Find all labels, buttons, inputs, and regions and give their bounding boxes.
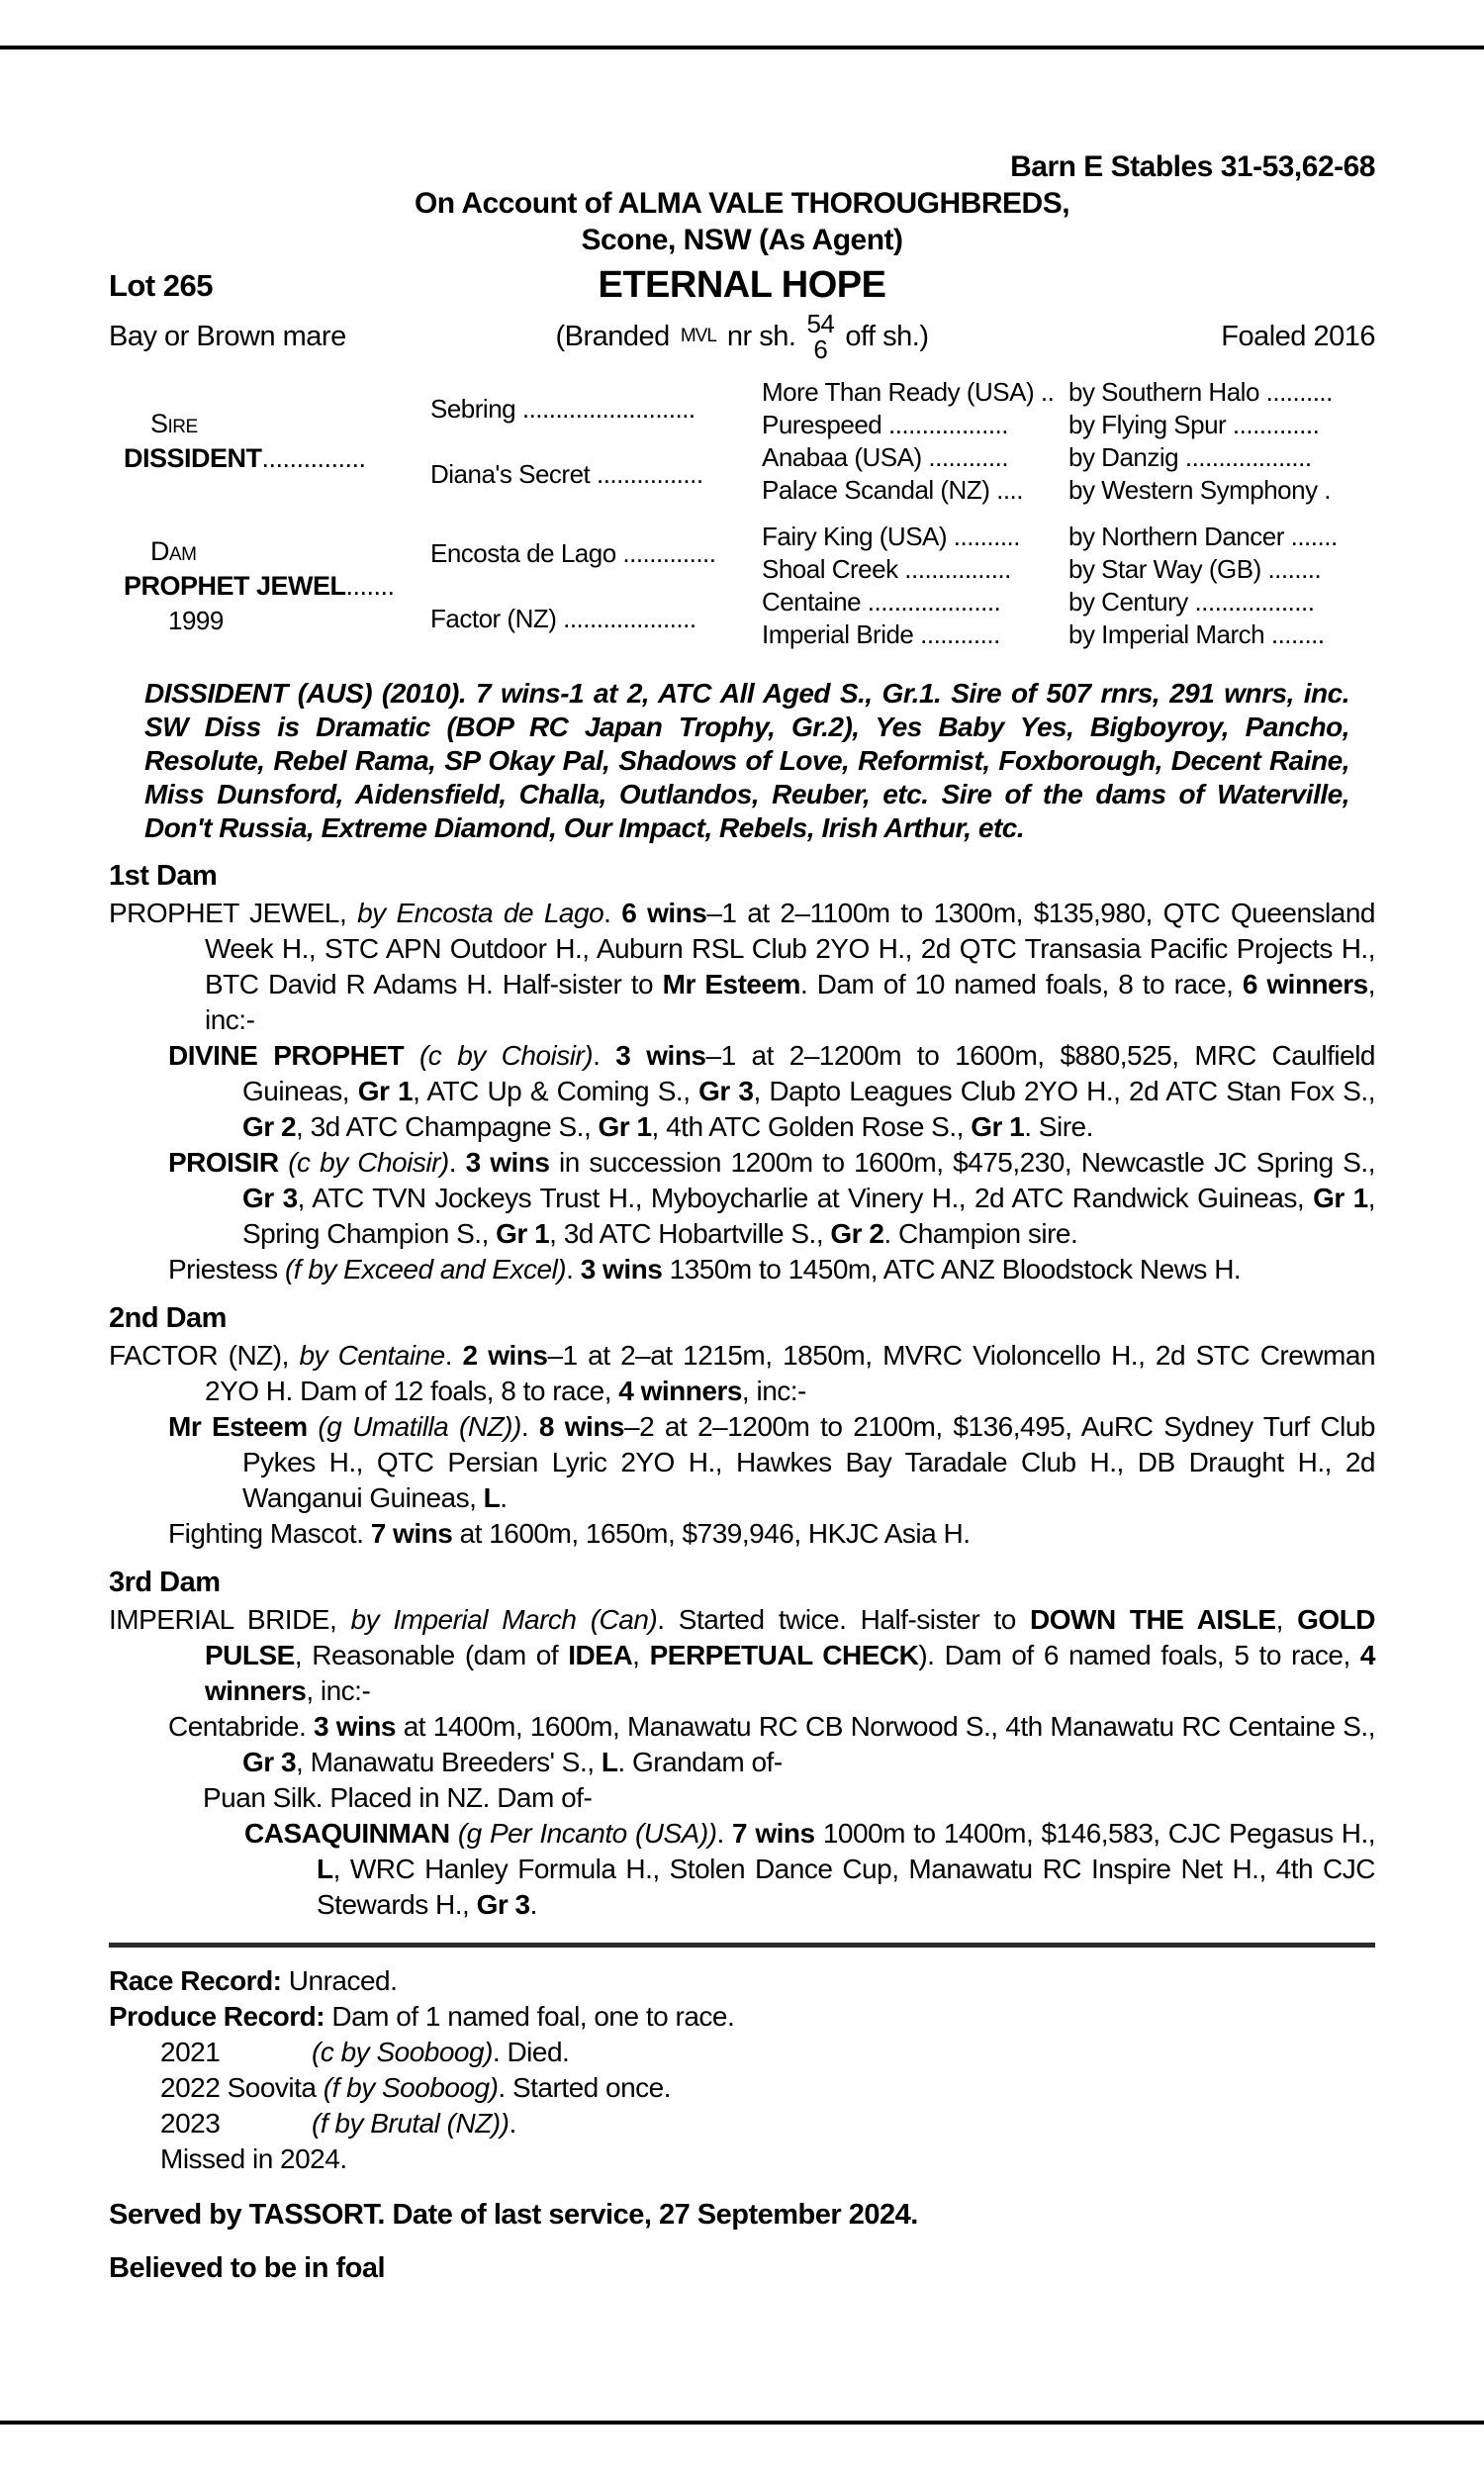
text-segment: (c by Choisir) — [418, 1040, 594, 1071]
dam-name — [109, 569, 395, 604]
gen3-by: by Star Way (GB) ........ — [1068, 554, 1322, 584]
served-by-line: Served by TASSORT. Date of last service, 27 September 2024. — [109, 2199, 918, 2231]
text-segment: 2 wins — [462, 1340, 548, 1371]
sire-name — [109, 441, 366, 476]
text-segment: Gr 2 — [830, 1218, 884, 1249]
text-segment: Gr 1 — [496, 1218, 550, 1249]
text-segment: , Dapto Leagues Club 2YO H., 2d ATC Stan Fox S., — [753, 1076, 1375, 1106]
text-segment: IMPERIAL BRIDE, — [109, 1604, 351, 1635]
text-segment: Gr 1 — [971, 1111, 1025, 1142]
text-segment: , inc:- — [306, 1675, 371, 1706]
produce-entries — [109, 2035, 1375, 2177]
brand-number-bottom: 6 — [813, 334, 828, 364]
vendor-account-line: On Account of ALMA VALE THOROUGHBREDS, — [414, 187, 1070, 220]
colour-sex: Bay or Brown mare — [109, 320, 346, 352]
gen3-by: by Imperial March ........ — [1068, 619, 1325, 649]
foaled-year: Foaled 2016 — [1221, 320, 1375, 352]
gen2-dam-dam: Factor (NZ) .................... — [430, 603, 696, 633]
pedigree-entry — [109, 1252, 1375, 1287]
text-segment: Gr 3 — [476, 1889, 530, 1920]
text-segment: Gr 3 — [242, 1747, 297, 1777]
brand-number-top: 54 — [806, 309, 835, 338]
text-segment: . Died. — [492, 2037, 570, 2067]
text-segment: . — [593, 1040, 616, 1071]
text-segment: (f by Brutal (NZ)) — [312, 2108, 510, 2139]
pedigree-entry — [109, 1709, 1375, 1780]
text-segment: CASAQUINMAN — [244, 1818, 458, 1849]
text-segment: 2023 — [160, 2108, 221, 2139]
text-segment: 3 wins — [615, 1040, 706, 1071]
text-segment: 2022 Soovita — [160, 2072, 324, 2103]
horse-detail-row — [109, 311, 1375, 362]
text-segment: by Imperial March (Can) — [350, 1604, 658, 1635]
text-segment: IDEA — [568, 1640, 633, 1670]
barn-stables-line: Barn E Stables 31-53,62-68 — [1010, 150, 1375, 183]
text-segment: Fighting Mascot. — [168, 1518, 371, 1549]
brand-group — [556, 311, 929, 362]
leader-dots: ............... — [261, 443, 366, 473]
lot-row — [109, 264, 1375, 307]
text-segment: (g Per Incanto (USA)) — [457, 1818, 717, 1849]
text-segment: PROISIR — [168, 1147, 289, 1178]
sire-summary-paragraph: DISSIDENT (AUS) (2010). 7 wins-1 at 2, ATC All Aged S., Gr.1. Sire of 507 rnrs, 291 wnrs, inc. SW Diss is Dramatic (BOP RC Japan Trophy, Gr.2), Yes Baby Yes, Bigboyroy, Pancho, Resolute, Rebel Rama, SP Okay Pal, Shadows of Love, Reformist, Foxborough, Decent Raine, Miss Dunsford, Aidensfield, Challa, Outlandos, Reuber, etc. Sire of the dams of Waterville, Don't Russia, Extreme Diamond, Our Impact, Rebels, Irish Arthur, etc. — [144, 678, 1349, 843]
gen3-name: More Than Ready (USA) .. — [762, 377, 1055, 407]
brand-prefix: (Branded — [555, 320, 670, 352]
gen3-by: by Western Symphony . — [1068, 475, 1332, 505]
leader-dots: ....... — [345, 570, 395, 601]
race-record-line — [109, 1963, 1375, 1999]
sire-block — [109, 376, 430, 507]
pedigree-entry — [109, 1780, 1375, 1816]
text-segment: Gr 1 — [1313, 1183, 1368, 1213]
text-segment: Gr 1 — [357, 1076, 414, 1106]
text-segment: , — [632, 1640, 650, 1670]
text-segment: 3 wins — [580, 1254, 663, 1285]
text-segment: 2021 — [160, 2037, 221, 2067]
text-segment: 6 wins — [621, 898, 707, 928]
brand-mark: MVL — [680, 326, 716, 346]
sire-name-text: DISSIDENT — [124, 443, 262, 473]
text-segment: . Grandam of- — [617, 1747, 783, 1777]
text-segment: . — [500, 1482, 508, 1513]
text-segment: –2 at 2–1200m to 2100m, $136,495, AuRC Sydney Turf Club Pykes H., QTC Persian Lyric 2YO H., Hawkes Bay Taradale Club H., DB Draught H., 2d Wanganui Guineas, — [242, 1411, 1375, 1513]
text-segment: , WRC Hanley Formula H., Stolen Dance Cup, Manawatu RC Inspire Net H., 4th CJC Stewards H., — [317, 1854, 1375, 1920]
text-segment: , 3d ATC Champagne S., — [296, 1111, 599, 1142]
pedigree-table — [109, 376, 1375, 651]
gen3-name: Fairy King (USA) .......... — [762, 522, 1020, 551]
text-segment: . — [444, 1340, 463, 1371]
text-segment: . Sire. — [1024, 1111, 1093, 1142]
text-segment: 4 winners — [618, 1376, 742, 1406]
brand-suffix: off sh.) — [845, 320, 929, 352]
text-segment: Priestess — [168, 1254, 285, 1285]
gen3-name: Purespeed .................. — [762, 410, 1009, 439]
text-segment: –1 at 2–at 1215m, 1850m, MVRC Violoncello H., 2d STC Crewman 2YO H. Dam of 12 foals, 8 to race, — [205, 1340, 1376, 1406]
text-segment: DIVINE PROPHET — [168, 1040, 419, 1071]
text-segment: , Spring Champion S., — [242, 1183, 1375, 1249]
text-segment: , — [1275, 1604, 1298, 1635]
text-segment: Mr Esteem — [168, 1411, 319, 1442]
race-record-label: Race Record: — [109, 1965, 282, 1996]
text-segment: . — [520, 1411, 539, 1442]
pedigree-entry — [109, 896, 1375, 1038]
gen3-name: Shoal Creek ................ — [762, 554, 1011, 584]
text-segment: . Started once. — [498, 2072, 672, 2103]
dam-block-inner — [109, 534, 395, 638]
text-segment: FACTOR (NZ), — [109, 1340, 300, 1371]
text-segment: Puan Silk. Placed in NZ. Dam of- — [203, 1782, 593, 1813]
text-segment: 4 winners — [205, 1640, 1375, 1706]
top-rule — [0, 46, 1484, 49]
bottom-rule — [0, 2421, 1484, 2425]
pedigree-entry — [109, 1409, 1375, 1516]
text-segment: 7 wins — [732, 1818, 815, 1849]
text-segment: in succession 1200m to 1600m, $475,230, Newcastle JC Spring S., — [549, 1147, 1375, 1178]
text-segment: Centabride. — [168, 1711, 314, 1742]
text-segment: GOLD PULSE — [205, 1604, 1376, 1670]
brand-mid: nr sh. — [726, 320, 796, 352]
section-heading: 2nd Dam — [109, 1302, 227, 1334]
sire-block-inner — [109, 407, 366, 476]
text-segment: (f by Exceed and Excel) — [284, 1254, 567, 1285]
text-segment: 8 wins — [538, 1411, 624, 1442]
brand-number — [806, 311, 834, 362]
text-segment: . — [509, 2108, 516, 2139]
text-segment: , inc:- — [205, 969, 1375, 1035]
text-segment: , Manawatu Breeders' S., — [296, 1747, 602, 1777]
text-segment: Mr Esteem — [662, 969, 800, 999]
text-segment: Gr 1 — [598, 1111, 652, 1142]
pedigree-entry — [109, 1038, 1375, 1145]
section-heading: 3rd Dam — [109, 1567, 221, 1598]
pedigree-entry — [109, 1338, 1375, 1409]
gen3-by: by Northern Dancer ....... — [1068, 522, 1338, 551]
gen3-by: by Southern Halo .......... — [1068, 377, 1333, 407]
text-segment: ). Dam of 6 named foals, 5 to race, — [918, 1640, 1360, 1670]
text-segment: . — [566, 1254, 581, 1285]
text-segment: –1 at 2–1200m to 1600m, $880,525, MRC Caulfield Guineas, — [242, 1040, 1375, 1106]
text-segment: (g Umatilla (NZ)) — [318, 1411, 521, 1442]
text-segment: at 1400m, 1600m, Manawatu RC CB Norwood S., 4th Manawatu RC Centaine S., — [395, 1711, 1375, 1742]
text-segment: . — [448, 1147, 466, 1178]
vendor-location-line: Scone, NSW (As Agent) — [581, 224, 903, 256]
pedigree-entry — [109, 1516, 1375, 1552]
text-segment: , ATC Up & Coming S., — [413, 1076, 699, 1106]
text-segment: , inc:- — [741, 1376, 806, 1406]
text-segment: (c by Choisir) — [288, 1147, 449, 1178]
text-segment: L — [317, 1854, 333, 1884]
text-segment: Missed in 2024. — [160, 2143, 347, 2174]
gen2-sire-sire: Sebring .......................... — [430, 393, 696, 424]
record-separator — [109, 1943, 1375, 1948]
text-segment: . — [603, 898, 622, 928]
horse-name: ETERNAL HOPE — [598, 264, 886, 306]
dam-sections — [109, 858, 1375, 1923]
text-segment: L — [601, 1747, 618, 1777]
produce-entry — [109, 2035, 1375, 2070]
gen3-name: Centaine .................... — [762, 587, 1001, 617]
text-segment: . Champion sire. — [883, 1218, 1078, 1249]
text-segment: . — [529, 1889, 537, 1920]
text-segment: 6 winners — [1242, 969, 1368, 999]
text-segment: 3 wins — [313, 1711, 396, 1742]
text-segment: . — [716, 1818, 733, 1849]
produce-entry — [109, 2106, 1375, 2141]
gen3-name: Imperial Bride ............ — [762, 619, 1000, 649]
gen2-dam-sire: Encosta de Lago .............. — [430, 537, 716, 568]
text-segment: Gr 2 — [242, 1111, 297, 1142]
dam-block — [109, 521, 430, 651]
text-segment: PERPETUAL CHECK — [649, 1640, 919, 1670]
sire-label: Sire — [150, 409, 198, 438]
produce-record-value: Dam of 1 named foal, one to race. — [325, 2001, 735, 2032]
text-segment: . Dam of 10 named foals, 8 to race, — [799, 969, 1243, 999]
dam-name-text: PROPHET JEWEL — [124, 570, 346, 601]
text-segment: , ATC TVN Jockeys Trust H., Myboycharlie at Vinery H., 2d ATC Randwick Guineas, — [297, 1183, 1314, 1213]
pedigree-entry — [109, 1816, 1375, 1923]
text-segment: at 1600m, 1650m, $739,946, HKJC Asia H. — [452, 1518, 971, 1549]
race-record-value: Unraced. — [281, 1965, 398, 1996]
text-segment: 7 wins — [370, 1518, 453, 1549]
gen3-by: by Danzig ................... — [1068, 442, 1312, 472]
text-segment: –1 at 2–1100m to 1300m, $135,980, QTC Queensland Week H., STC APN Outdoor H., Auburn RSL Club 2YO H., 2d QTC Transasia Pacific Projects H., BTC David R Adams H. Half-sister to — [205, 898, 1375, 999]
text-segment: 1000m to 1400m, $146,583, CJC Pegasus H., — [814, 1818, 1376, 1849]
gen2-sire-dam: Diana's Secret ................ — [430, 458, 703, 489]
gen3-name: Palace Scandal (NZ) .... — [762, 475, 1023, 505]
text-segment: Gr 3 — [698, 1076, 754, 1106]
produce-entry — [109, 2141, 1375, 2177]
text-segment: (c by Sooboog) — [312, 2037, 493, 2067]
text-segment: . Started twice. Half-sister to — [657, 1604, 1031, 1635]
text-segment: PROPHET JEWEL, — [109, 898, 358, 928]
text-segment: DOWN THE AISLE — [1030, 1604, 1276, 1635]
produce-record-label: Produce Record: — [109, 2001, 325, 2032]
produce-entry — [109, 2070, 1375, 2106]
text-segment: , 3d ATC Hobartville S., — [549, 1218, 831, 1249]
lot-number: Lot 265 — [109, 267, 214, 303]
gen3-by: by Flying Spur ............. — [1068, 410, 1320, 439]
text-segment: by Encosta de Lago — [357, 898, 604, 928]
text-segment: Gr 3 — [242, 1183, 298, 1213]
text-segment: (f by Sooboog) — [323, 2072, 499, 2103]
text-segment: , 4th ATC Golden Rose S., — [651, 1111, 972, 1142]
text-segment: by Centaine — [299, 1340, 445, 1371]
gen3-name: Anabaa (USA) ............ — [762, 442, 1009, 472]
gen3-by: by Century .................. — [1068, 587, 1315, 617]
text-segment: , Reasonable (dam of — [294, 1640, 569, 1670]
believed-in-foal-line: Believed to be in foal — [109, 2252, 386, 2284]
text-segment: L — [483, 1482, 501, 1513]
dam-label: Dam — [150, 535, 197, 566]
pedigree-entry — [109, 1145, 1375, 1252]
produce-record-line — [109, 1999, 1375, 2035]
section-heading: 1st Dam — [109, 860, 218, 892]
dam-year: 1999 — [168, 605, 224, 635]
pedigree-entry — [109, 1602, 1375, 1709]
text-segment: 3 wins — [465, 1147, 550, 1178]
text-segment: 1350m to 1450m, ATC ANZ Bloodstock News H. — [662, 1254, 1242, 1285]
